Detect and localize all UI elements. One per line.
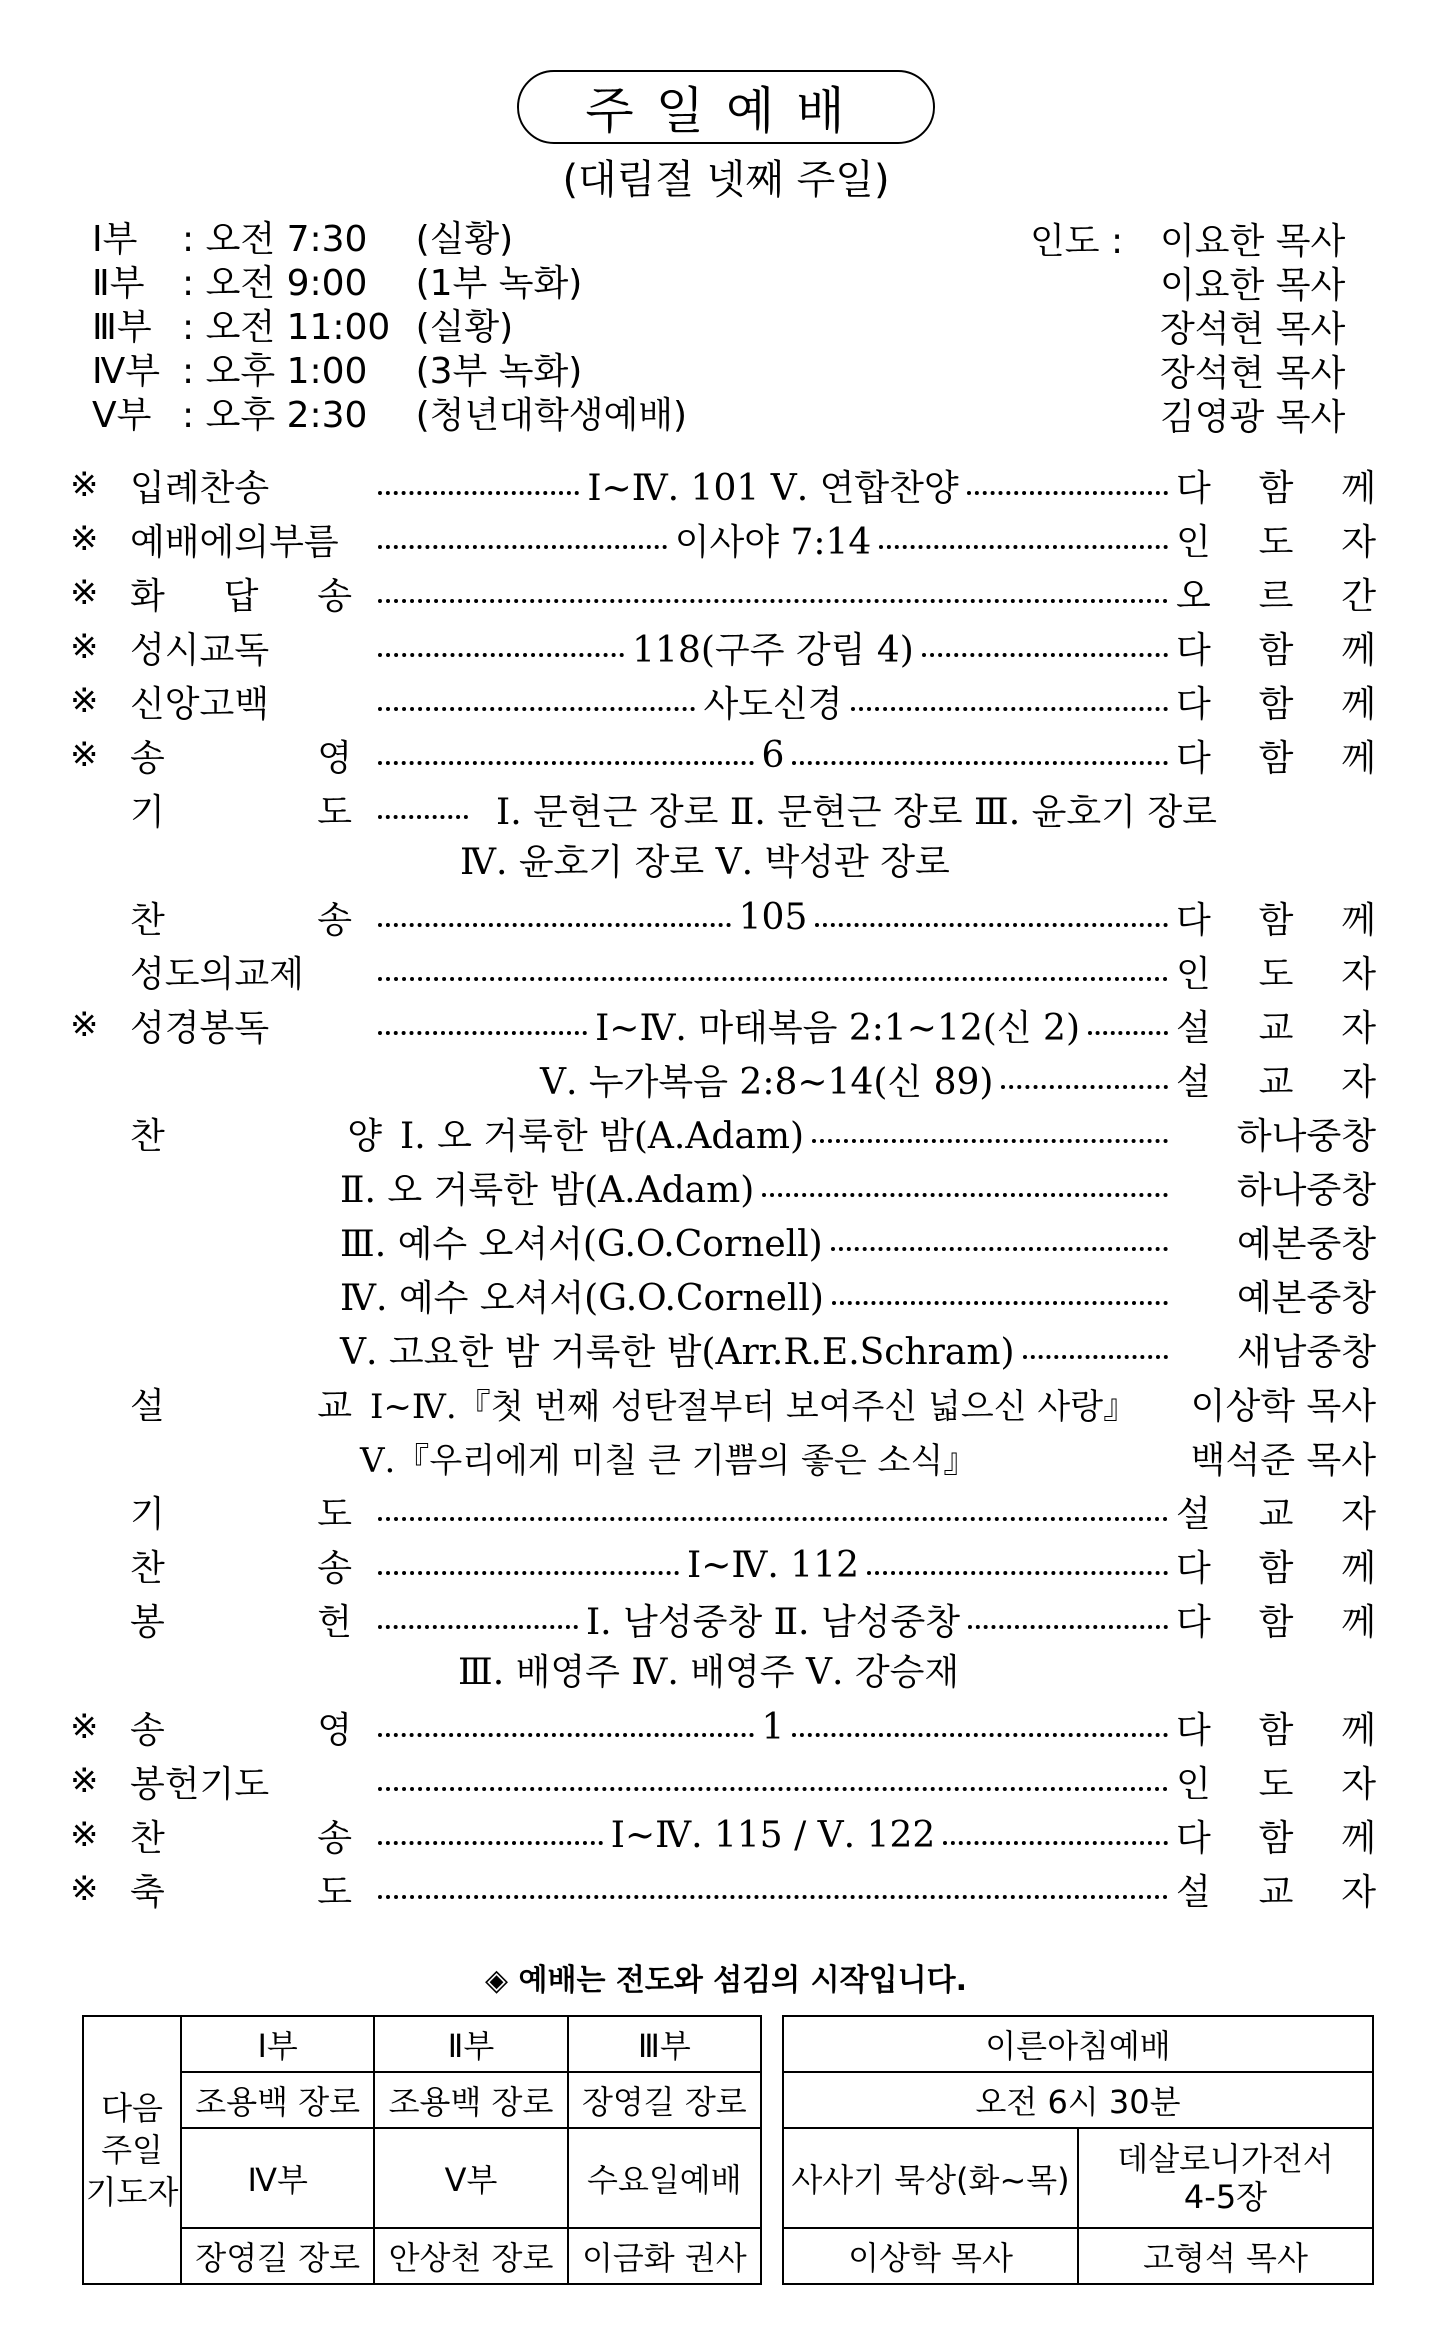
order-content: Ⅲ. 예수 오셔서(G.O.Cornell)	[340, 1223, 823, 1265]
order-responsible: 다 함 께	[1176, 1601, 1376, 1643]
order-row	[70, 890, 1376, 944]
dot-leader	[378, 1841, 603, 1845]
dot-leader	[378, 1895, 1168, 1899]
order-label: 화 답 송	[130, 575, 352, 617]
order-content: 105	[738, 896, 808, 938]
dot-leader	[1001, 1085, 1168, 1089]
table-header: 수요일예배	[568, 2128, 761, 2228]
dot-leader	[879, 545, 1168, 549]
order-label: 예배에의부름	[130, 521, 339, 563]
morning-service-table	[782, 2015, 1374, 2285]
order-label: 찬 송	[130, 1817, 352, 1859]
order-label: 찬 송	[130, 1547, 352, 1589]
table-cell: 조용백 장로	[374, 2072, 567, 2128]
order-responsible: 다 함 께	[1176, 1547, 1377, 1589]
anthem-continuation	[340, 1322, 1376, 1376]
order-content: Ⅴ. 누가복음 2:8~14(신 89)	[540, 1061, 994, 1103]
order-label: 기 도	[130, 791, 352, 833]
standing-mark: ※	[70, 573, 99, 613]
order-row	[70, 1106, 1376, 1160]
service-line: Ⅲ부 : 오전 11:00 (실황)	[92, 307, 514, 348]
order-content: 1	[761, 1706, 785, 1748]
dot-leader	[762, 1193, 1168, 1197]
table-header: Ⅴ부	[374, 2128, 567, 2228]
order-row	[70, 566, 1376, 620]
table-header: Ⅱ부	[374, 2016, 567, 2072]
dot-leader	[792, 761, 1168, 765]
dot-leader	[1088, 1031, 1168, 1035]
order-content: 6	[761, 734, 785, 776]
order-label: 찬 송	[130, 899, 352, 941]
dot-leader	[815, 923, 1168, 927]
dot-leader	[867, 1571, 1168, 1575]
service-line: Ⅱ부 : 오전 9:00 (1부 녹화)	[92, 263, 583, 304]
order-row	[70, 1538, 1376, 1592]
dot-leader	[378, 1031, 587, 1035]
page-subtitle: (대림절 넷째 주일)	[562, 157, 890, 203]
table-cell: 장영길 장로	[568, 2072, 761, 2128]
anthem-continuation	[340, 1268, 1376, 1322]
anthem-continuation	[340, 1214, 1376, 1268]
leader-name: 장석현 목사	[1160, 353, 1346, 394]
dot-leader	[378, 545, 667, 549]
order-responsible: 오 르 간	[1176, 575, 1376, 617]
order-responsible: 이상학 목사	[1190, 1385, 1376, 1427]
order-content: 이사야 7:14	[674, 521, 872, 563]
order-responsible: 설 교 자	[1176, 1493, 1376, 1535]
order-row	[70, 620, 1376, 674]
standing-mark: ※	[70, 1869, 99, 1909]
order-label: 입례찬송	[130, 467, 270, 509]
order-label: 찬 양	[130, 1115, 382, 1157]
order-responsible: 다 함 께	[1176, 629, 1377, 671]
order-content: Ⅰ~Ⅳ.『첫 번째 성탄절부터 보여주신 넓으신 사랑』	[370, 1386, 1138, 1427]
table-cell: 이상학 목사	[783, 2228, 1078, 2284]
order-content: Ⅴ.『우리에게 미칠 큰 기쁨의 좋은 소식』	[360, 1440, 978, 1481]
order-responsible: 인 도 자	[1176, 953, 1376, 995]
sermon-continuation	[360, 1430, 1376, 1484]
order-row	[70, 1700, 1376, 1754]
order-content: Ⅱ. 오 거룩한 밤(A.Adam)	[340, 1169, 755, 1211]
order-label: 설 교	[130, 1385, 352, 1427]
order-row	[70, 782, 1376, 836]
table-cell: 장영길 장로	[181, 2228, 374, 2284]
dot-leader	[378, 1571, 679, 1575]
order-row	[70, 1808, 1376, 1862]
order-row	[70, 728, 1376, 782]
standing-mark: ※	[70, 627, 99, 667]
prayer-continuation: Ⅳ. 윤호기 장로 Ⅴ. 박성관 장로	[460, 842, 950, 883]
table-header: Ⅳ부	[181, 2128, 374, 2228]
standing-mark: ※	[70, 681, 99, 721]
prayer-leaders-table	[82, 2015, 762, 2285]
standing-mark: ※	[70, 1707, 99, 1747]
order-label: 기 도	[130, 1493, 352, 1535]
order-content: 사도신경	[703, 683, 843, 725]
service-line: Ⅳ부 : 오후 1:00 (3부 녹화)	[92, 351, 583, 392]
order-label: 성시교독	[130, 629, 270, 671]
table-cell: 고형석 목사	[1078, 2228, 1373, 2284]
order-content: 118(구주 강림 4)	[632, 629, 914, 671]
order-responsible: 예본중창	[1236, 1277, 1376, 1319]
table-header: Ⅰ부	[181, 2016, 374, 2072]
dot-leader	[378, 977, 1168, 981]
dot-leader	[378, 491, 579, 495]
table-header: 사사기 묵상(화~목)	[783, 2128, 1078, 2228]
dot-leader	[943, 1841, 1168, 1845]
order-label: 송 영	[130, 1709, 352, 1751]
leader-label: 인도 :	[1030, 221, 1124, 262]
order-row	[70, 1592, 1376, 1646]
order-responsible: 다 함 께	[1176, 899, 1376, 941]
order-row	[70, 458, 1376, 512]
leader-name: 장석현 목사	[1160, 309, 1346, 350]
order-label: 봉 헌	[130, 1601, 352, 1643]
order-label: 송 영	[130, 737, 352, 779]
order-content: Ⅰ. 문현근 장로 Ⅱ. 문현근 장로 Ⅲ. 윤호기 장로	[496, 791, 1217, 833]
dot-leader	[851, 707, 1168, 711]
order-responsible: 인 도 자	[1176, 1763, 1376, 1805]
leader-name: 이요한 목사	[1160, 221, 1346, 262]
table-cell: 조용백 장로	[181, 2072, 374, 2128]
dot-leader	[832, 1301, 1168, 1305]
standing-mark: ※	[70, 735, 99, 775]
order-content: Ⅴ. 고요한 밤 거룩한 밤(Arr.R.E.Schram)	[340, 1331, 1015, 1373]
order-responsible: 다 함 께	[1176, 1817, 1376, 1859]
dot-leader	[1023, 1355, 1168, 1359]
order-responsible: 설 교 자	[1176, 1871, 1376, 1913]
order-label: 성도의교제	[130, 953, 304, 995]
order-row	[70, 512, 1376, 566]
order-responsible: 새남중창	[1236, 1331, 1376, 1373]
order-content: Ⅰ~Ⅳ. 115 / Ⅴ. 122	[610, 1814, 936, 1856]
order-responsible: 하나중창	[1236, 1169, 1376, 1211]
standing-mark: ※	[70, 1005, 99, 1045]
order-row	[70, 1484, 1376, 1538]
order-responsible: 다 함 께	[1176, 1709, 1376, 1751]
leader-name: 이요한 목사	[1160, 265, 1346, 306]
page-title: 주일예배	[517, 70, 935, 144]
dot-leader	[378, 1625, 578, 1629]
order-content: Ⅰ. 오 거룩한 밤(A.Adam)	[400, 1115, 805, 1157]
order-label: 신앙고백	[130, 683, 270, 725]
dot-leader	[378, 1733, 754, 1737]
order-row	[70, 674, 1376, 728]
order-responsible: 설 교 자	[1176, 1007, 1376, 1049]
dot-leader	[812, 1139, 1168, 1143]
dot-leader	[378, 815, 468, 819]
dot-leader	[792, 1733, 1168, 1737]
order-row	[70, 1862, 1376, 1916]
service-line: Ⅴ부 : 오후 2:30 (청년대학생예배)	[92, 395, 688, 436]
anthem-continuation	[340, 1160, 1376, 1214]
reading-continuation	[540, 1052, 1376, 1106]
order-content: Ⅰ~Ⅳ. 마태복음 2:1~12(신 2)	[595, 1007, 1080, 1049]
dot-leader	[378, 1517, 1168, 1521]
order-row	[70, 1376, 1376, 1430]
order-content: Ⅰ~Ⅳ. 112	[687, 1544, 859, 1586]
offering-continuation: Ⅲ. 배영주 Ⅳ. 배영주 Ⅴ. 강승재	[458, 1652, 960, 1693]
order-content: Ⅳ. 예수 오셔서(G.O.Cornell)	[340, 1277, 824, 1319]
order-responsible: 하나중창	[1236, 1115, 1376, 1157]
order-responsible: 다 함 께	[1176, 737, 1376, 779]
table-cell: 이금화 권사	[568, 2228, 761, 2284]
dot-leader	[378, 1787, 1168, 1791]
order-label: 봉헌기도	[130, 1763, 270, 1805]
dot-leader	[378, 923, 731, 927]
table-header: Ⅲ부	[568, 2016, 761, 2072]
dot-leader	[922, 653, 1168, 657]
order-label: 성경봉독	[130, 1007, 270, 1049]
standing-mark: ※	[70, 1815, 99, 1855]
dot-leader	[378, 707, 695, 711]
prayer-table-side-label: 다음 주일 기도자	[83, 2016, 181, 2284]
dot-leader	[831, 1247, 1168, 1251]
standing-mark: ※	[70, 465, 99, 505]
table-cell: 안상천 장로	[374, 2228, 567, 2284]
order-responsible: 다 함 께	[1176, 683, 1377, 725]
order-label: 축 도	[130, 1871, 352, 1913]
dot-leader	[967, 491, 1168, 495]
dot-leader	[378, 761, 754, 765]
order-responsible: 설 교 자	[1176, 1061, 1376, 1103]
table-header: 이른아침예배	[783, 2016, 1373, 2072]
order-row	[70, 944, 1376, 998]
service-line: Ⅰ부 : 오전 7:30 (실황)	[92, 219, 514, 260]
order-responsible: 예본중창	[1236, 1223, 1376, 1265]
standing-mark: ※	[70, 1761, 99, 1801]
table-header: 데살로니가전서 4-5장	[1078, 2128, 1373, 2228]
standing-mark: ※	[70, 519, 99, 559]
order-responsible: 백석준 목사	[1190, 1439, 1376, 1481]
order-responsible: 인 도 자	[1176, 521, 1376, 563]
order-content: Ⅰ~Ⅳ. 101 Ⅴ. 연합찬양	[587, 467, 959, 509]
order-row	[70, 998, 1376, 1052]
leader-name: 김영광 목사	[1160, 397, 1346, 438]
table-cell: 오전 6시 30분	[783, 2072, 1373, 2128]
dot-leader	[378, 653, 624, 657]
order-content: Ⅰ. 남성중창 Ⅱ. 남성중창	[585, 1601, 961, 1643]
order-row	[70, 1754, 1376, 1808]
dot-leader	[968, 1625, 1168, 1629]
footer-note: ◈ 예배는 전도와 섬김의 시작입니다.	[485, 1963, 967, 1998]
order-responsible: 다 함 께	[1176, 467, 1377, 509]
dot-leader	[378, 599, 1168, 603]
